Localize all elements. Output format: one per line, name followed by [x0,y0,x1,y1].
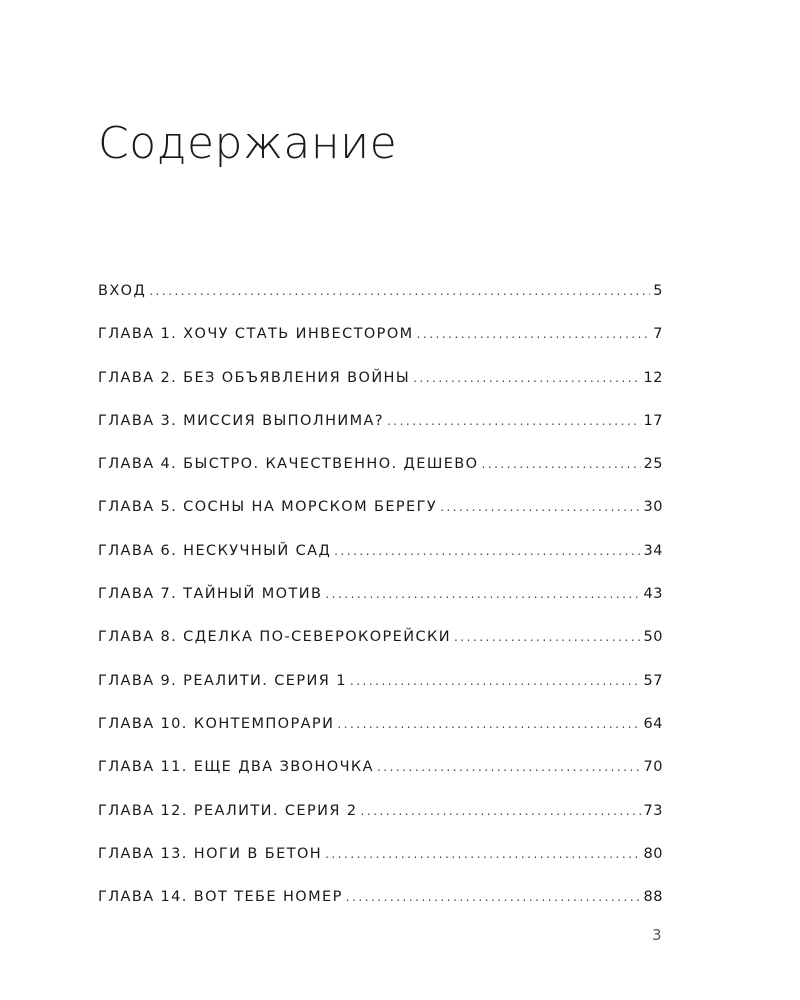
dot-leader [361,796,641,826]
toc-entry-page: 5 [653,283,663,299]
dot-leader [334,536,640,566]
toc-entry-chapter-14[interactable] [98,882,663,925]
toc-entry-label: ГЛАВА 5. СОСНЫ НА МОРСКОМ БЕРЕГУ [98,499,438,516]
toc-entry-label: ГЛАВА 2. БЕЗ ОБЪЯВЛЕНИЯ ВОЙНЫ [98,369,411,386]
toc-entry-page: 80 [643,845,663,862]
dot-leader [413,363,640,393]
toc-entry-label: ГЛАВА 3. МИССИЯ ВЫПОЛНИМА? [98,412,384,429]
toc-entry-label: ГЛАВА 7. ТАЙНЫЙ МОТИВ [98,586,323,603]
dot-leader [325,579,640,609]
toc-entry-page: 12 [643,369,663,386]
toc-entry-label: ГЛАВА 1. ХОЧУ СТАТЬ ИНВЕСТОРОМ [98,326,414,343]
toc-entry-label: ВХОД [98,283,147,299]
toc-entry-chapter-9[interactable] [98,666,663,709]
toc-entry-chapter-8[interactable] [98,622,663,665]
toc-entry-page: 57 [643,672,663,689]
toc-entry-chapter-7[interactable] [98,579,663,622]
toc-entry-chapter-10[interactable] [98,709,663,752]
dot-leader [481,449,640,479]
toc-entry-chapter-6[interactable] [98,536,663,579]
toc-entry-label: ГЛАВА 9. РЕАЛИТИ. СЕРИЯ 1 [98,672,347,689]
dot-leader [337,709,640,739]
toc-entry-page: 43 [643,586,663,603]
dot-leader [346,882,641,912]
dot-leader [350,666,641,696]
toc-entry-page: 30 [643,499,663,516]
toc-entry-page: 50 [643,629,663,646]
table-of-contents [98,276,663,925]
toc-entry-page: 73 [643,802,663,819]
toc-entry-page: 17 [643,412,663,429]
page-number: 3 [651,926,662,944]
page-title: Содержание [98,118,398,169]
toc-entry-chapter-11[interactable] [98,752,663,795]
toc-entry-page: 70 [643,759,663,776]
toc-entry-chapter-1[interactable] [98,319,663,362]
toc-entry-chapter-12[interactable] [98,796,663,839]
toc-entry-intro[interactable] [98,276,663,319]
dot-leader [454,622,641,652]
toc-entry-label: ГЛАВА 4. БЫСТРО. КАЧЕСТВЕННО. ДЕШЕВО [98,456,479,473]
toc-entry-chapter-5[interactable] [98,492,663,535]
dot-leader [325,839,640,869]
toc-entry-label: ГЛАВА 11. ЕЩЕ ДВА ЗВОНОЧКА [98,759,374,776]
dot-leader [149,276,650,306]
toc-entry-label: ГЛАВА 13. НОГИ В БЕТОН [98,845,323,862]
toc-entry-chapter-3[interactable] [98,406,663,449]
toc-entry-chapter-2[interactable] [98,363,663,406]
toc-entry-chapter-4[interactable] [98,449,663,492]
toc-entry-chapter-13[interactable] [98,839,663,882]
toc-entry-page: 25 [643,456,663,473]
toc-entry-page: 64 [643,715,663,732]
toc-entry-label: ГЛАВА 12. РЕАЛИТИ. СЕРИЯ 2 [98,802,358,819]
toc-entry-label: ГЛАВА 8. СДЕЛКА ПО-СЕВЕРОКОРЕЙСКИ [98,629,451,646]
dot-leader [387,406,641,436]
toc-entry-label: ГЛАВА 10. КОНТЕМПОРАРИ [98,715,335,732]
toc-entry-page: 88 [643,889,663,906]
dot-leader [417,319,651,349]
toc-entry-label: ГЛАВА 6. НЕСКУЧНЫЙ САД [98,542,332,559]
toc-entry-page: 7 [653,326,663,343]
toc-entry-page: 34 [643,542,663,559]
dot-leader [377,752,641,782]
toc-entry-label: ГЛАВА 14. ВОТ ТЕБЕ НОМЕР [98,889,343,906]
dot-leader [440,492,640,522]
